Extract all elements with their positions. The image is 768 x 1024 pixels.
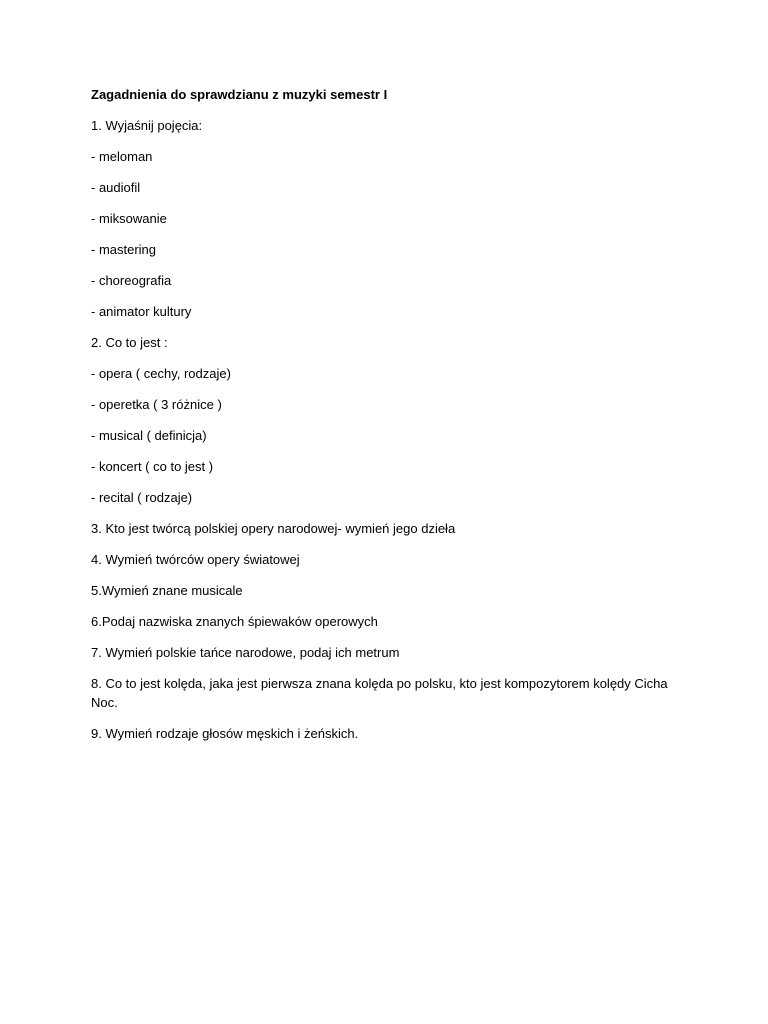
document-line: 6.Podaj nazwiska znanych śpiewaków operowych bbox=[91, 614, 378, 629]
document-line: - miksowanie bbox=[91, 211, 167, 226]
document-line: 2. Co to jest : bbox=[91, 335, 168, 350]
document-line: - operetka ( 3 różnice ) bbox=[91, 397, 222, 412]
document-line: - mastering bbox=[91, 242, 157, 257]
document-line: - musical ( definicja) bbox=[91, 428, 207, 443]
document-line: 4. Wymień twórców opery światowej bbox=[91, 552, 300, 567]
document-line: 3. Kto jest twórcą polskiej opery narodowej- wymień jego dzieła bbox=[91, 521, 456, 536]
document-line: 9. Wymień rodzaje głosów męskich i żeńskich. bbox=[91, 725, 359, 741]
document-line: 5.Wymień znane musicale bbox=[91, 583, 243, 598]
document-line: - recital ( rodzaje) bbox=[91, 490, 193, 505]
document-line: 7. Wymień polskie tańce narodowe, podaj ich metrum bbox=[91, 645, 400, 660]
document-line: 8. Co to jest kolęda, jaka jest pierwsza znana kolęda po polsku, kto jest kompozytorem kolędy Cicha Noc. bbox=[91, 676, 668, 710]
document-line: - audiofil bbox=[91, 180, 141, 195]
document-title: Zagadnienia do sprawdzianu z muzyki semestr I bbox=[91, 87, 388, 102]
document-content bbox=[91, 86, 681, 756]
document-line: - koncert ( co to jest ) bbox=[91, 459, 214, 474]
document-line: - meloman bbox=[91, 149, 153, 164]
document-line: 1. Wyjaśnij pojęcia: bbox=[91, 118, 203, 133]
document-line: - opera ( cechy, rodzaje) bbox=[91, 366, 231, 381]
document-line: - choreografia bbox=[91, 273, 172, 288]
document-line: - animator kultury bbox=[91, 304, 192, 319]
